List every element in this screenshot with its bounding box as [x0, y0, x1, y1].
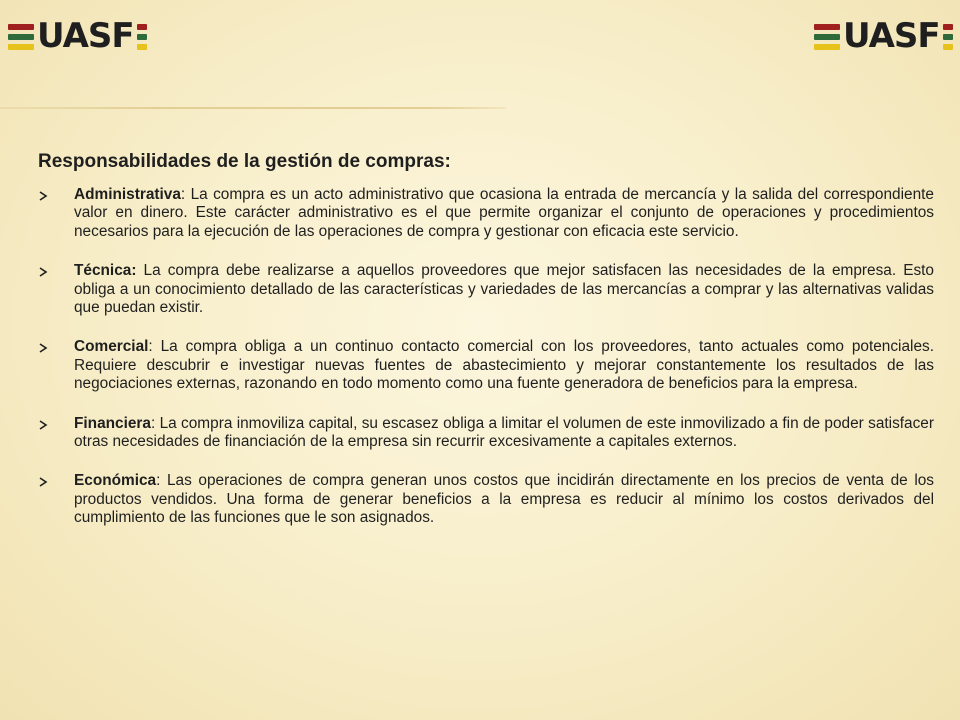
- logo-stripe-red: [8, 24, 34, 30]
- logo-stripe-red: [814, 24, 840, 30]
- logo-stripes-icon: [814, 24, 840, 50]
- arrow-bullet-icon: [38, 343, 48, 353]
- list-item-financiera: [38, 415, 934, 452]
- uasf-logo-left: [8, 16, 147, 56]
- item-term: Comercial: [74, 338, 149, 356]
- item-text: Las operaciones de compra generan unos costos que incidirán directamente en los precios de venta de los productos vendidos. Una forma de generar beneficios a la empresa es reducir al mínimo los costos derivados del cumplimiento de las funciones que le son asignados.: [74, 472, 934, 527]
- logo-stripes-right-icon: [943, 24, 953, 50]
- item-term: Financiera: [74, 414, 151, 432]
- list-item-comercial: [38, 338, 934, 393]
- logo-stripe-green: [137, 34, 147, 40]
- item-text: La compra es un acto administrativo que ocasiona la entrada de mercancía y la salida del correspondiente valor en dinero. Este carácter administrativo es el que permite organizar el conjunto de operaciones y procedimientos necesarios para la ejecución de las operaciones de compra y gestionar con eficacia este servicio.: [74, 186, 934, 240]
- logo-stripe-yellow: [8, 44, 34, 50]
- item-text: La compra inmoviliza capital, su escasez obliga a limitar el volumen de este inmovilizado a fin de poder satisfacer otras necesidades de financiación de la empresa sin recurrir excesivamente a capitales externos.: [74, 414, 934, 451]
- item-term: Administrativa: [74, 186, 181, 203]
- logo-text: UASF: [843, 16, 940, 56]
- arrow-bullet-icon: [38, 267, 48, 277]
- list-item-administrativa: [38, 186, 934, 241]
- responsibility-list: [38, 186, 934, 528]
- logo-text: UASF: [37, 16, 134, 56]
- list-item-economica: [38, 472, 934, 527]
- slide-heading: Responsabilidades de la gestión de compras:: [38, 151, 451, 172]
- arrow-bullet-icon: [38, 477, 48, 487]
- logo-stripe-yellow: [137, 44, 147, 50]
- logo-stripe-green: [943, 34, 953, 40]
- logo-stripe-green: [8, 34, 34, 40]
- logo-stripes-right-icon: [137, 24, 147, 50]
- item-text: La compra debe realizarse a aquellos proveedores que mejor satisfacen las necesidades de la empresa. Esto obliga a un conocimiento detallado de las características y variedades de las mercancías a comprar y las alternativas validas que puedan existir.: [74, 262, 934, 317]
- logo-stripe-red: [943, 24, 953, 30]
- item-separator: :: [150, 414, 156, 432]
- logo-stripe-yellow: [943, 44, 953, 50]
- arrow-bullet-icon: [38, 191, 48, 201]
- item-term: Económica: [74, 472, 157, 490]
- logo-stripes-icon: [8, 24, 34, 50]
- item-separator: :: [148, 338, 153, 356]
- item-separator: :: [156, 472, 161, 490]
- list-item-tecnica: [38, 262, 934, 317]
- slide-content: [38, 150, 934, 549]
- header-divider: [0, 107, 506, 109]
- logo-stripe-red: [137, 24, 147, 30]
- uasf-logo-right: [814, 16, 953, 56]
- item-separator: :: [180, 186, 186, 203]
- logo-stripe-green: [814, 34, 840, 40]
- arrow-bullet-icon: [38, 420, 48, 430]
- item-text: La compra obliga a un continuo contacto comercial con los proveedores, tanto actuales como potenciales. Requiere descubrir e investigar nuevas fuentes de abastecimiento y mejorar constantemente los resultados de las negociaciones externas, razonando en todo momento como una fuente generadora de beneficios para la empresa.: [74, 338, 934, 393]
- logo-stripe-yellow: [814, 44, 840, 50]
- item-term: Técnica:: [74, 262, 137, 280]
